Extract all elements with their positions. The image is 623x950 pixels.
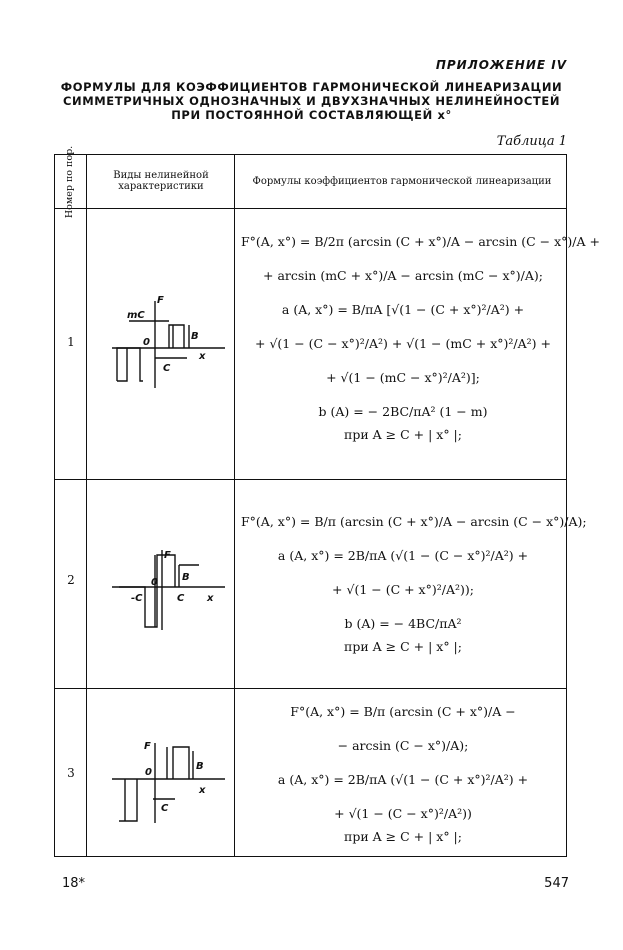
row-number: 3	[67, 766, 75, 780]
formula-line: F°(A, x°) = B/2π (arcsin (C + x°)/A − arcsin (C − x°)/A +	[241, 234, 600, 249]
title-line-3: ПРИ ПОСТОЯННОЙ СОСТАВЛЯЮЩЕЙ x°	[171, 108, 452, 122]
characteristic-diagram-1	[107, 293, 232, 393]
diagram-label: B	[182, 572, 190, 583]
diagram-label: 0	[151, 577, 158, 588]
formula-line: a (A, x°) = 2B/πA (√(1 − (C − x°)²/A²) +	[277, 548, 529, 563]
diagram-label: F	[144, 741, 151, 752]
diagram-label: mC	[127, 310, 145, 321]
row-divider	[55, 688, 566, 689]
column-divider	[86, 155, 87, 856]
title-line-2: СИММЕТРИЧНЫХ ОДНОЗНАЧНЫХ И ДВУХЗНАЧНЫХ НЕЛИНЕЙНОСТЕЙ	[62, 94, 561, 108]
formula-line: при A ≥ C + | x° |;	[344, 829, 462, 844]
formula-line: при A ≥ C + | x° |;	[344, 427, 462, 442]
diagram-label: 0	[143, 337, 150, 348]
characteristic-diagram-2	[107, 545, 232, 640]
diagram-label: -C	[131, 593, 143, 604]
diagram-label: C	[163, 363, 171, 374]
formula-line: a (A, x°) = 2B/πA (√(1 − (C + x°)²/A²) +	[277, 772, 529, 787]
table-label: Таблица 1	[496, 134, 567, 149]
row-formulas	[241, 513, 587, 655]
diagram-label: F	[157, 295, 164, 306]
row-number: 1	[67, 335, 75, 349]
header-divider	[55, 208, 566, 209]
row-formulas	[241, 703, 565, 845]
formula-line: F°(A, x°) = B/π (arcsin (C + x°)/A − arcsin (C − x°)/A);	[241, 514, 587, 529]
formula-line: − arcsin (C − x°)/A);	[337, 738, 469, 753]
characteristic-diagram-3	[107, 735, 232, 830]
formula-line: a (A, x°) = B/πA [√(1 − (C + x°)²/A²) +	[281, 302, 525, 317]
row-divider	[55, 479, 566, 480]
row-formulas	[241, 233, 600, 443]
row-number: 2	[67, 573, 75, 587]
diagram-label: F	[164, 550, 171, 561]
page-number: 547	[544, 876, 569, 891]
formula-line: при A ≥ C + | x° |;	[344, 639, 462, 654]
formula-table	[54, 145, 600, 857]
formula-line: + √(1 − (C − x°)²/A²) + √(1 − (mC + x°)²/A²) +	[255, 336, 551, 351]
formula-line: + √(1 − (mC − x°)²/A²)];	[326, 370, 480, 385]
formula-line: b (A) = − 4BC/πA²	[344, 616, 462, 631]
diagram-label: 0	[145, 767, 152, 778]
diagram-label: B	[191, 331, 199, 342]
page-title	[60, 80, 563, 122]
diagram-label: C	[177, 593, 185, 604]
title-line-1: ФОРМУЛЫ ДЛЯ КОЭФФИЦИЕНТОВ ГАРМОНИЧЕСКОЙ ЛИНЕАРИЗАЦИИ	[60, 80, 563, 94]
col-header-formulas: Формулы коэффициентов гармонической линеаризации	[252, 176, 552, 187]
diagram-label: B	[196, 761, 204, 772]
appendix-label: ПРИЛОЖЕНИЕ IV	[435, 58, 567, 72]
diagram-label: x	[199, 785, 206, 796]
footer-signature: 18*	[62, 876, 86, 891]
formula-line: + √(1 − (C − x°)²/A²))	[334, 806, 472, 821]
col-header-number: Номер по пор.	[64, 145, 76, 219]
formula-line: b (A) = − 2BC/πA² (1 − m)	[318, 404, 488, 419]
formula-line: + arcsin (mC + x°)/A − arcsin (mC − x°)/A);	[263, 268, 543, 283]
diagram-label: C	[161, 803, 169, 814]
diagram-label: x	[207, 593, 214, 604]
column-divider	[234, 155, 235, 856]
diagram-label: x	[199, 351, 206, 362]
formula-line: F°(A, x°) = B/π (arcsin (C + x°)/A −	[290, 704, 516, 719]
col-header-type: Виды нелинейной характеристики	[113, 170, 209, 192]
formula-line: + √(1 − (C + x°)²/A²));	[332, 582, 474, 597]
